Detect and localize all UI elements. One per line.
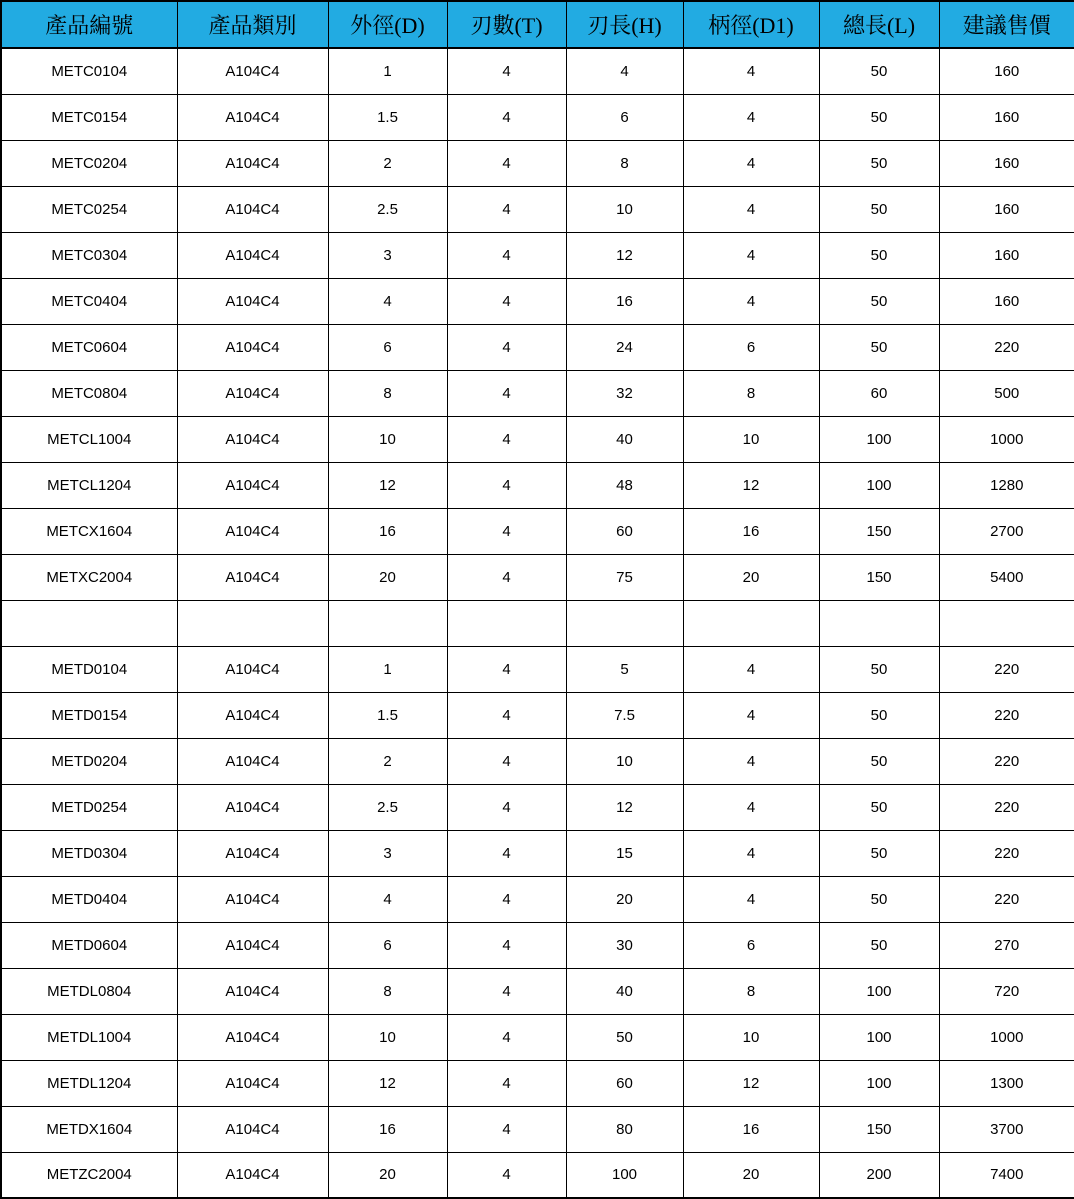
table-row-METDL0804 bbox=[1, 968, 1074, 1014]
table-cell: 4 bbox=[328, 278, 447, 324]
table-cell: METD0254 bbox=[1, 784, 177, 830]
table-cell: 4 bbox=[447, 1106, 566, 1152]
table-cell: 50 bbox=[819, 830, 939, 876]
table-row-METDL1004 bbox=[1, 1014, 1074, 1060]
table-cell: 50 bbox=[819, 232, 939, 278]
table-cell: 10 bbox=[566, 186, 683, 232]
table-cell: 50 bbox=[819, 324, 939, 370]
table-row-METXC2004 bbox=[1, 554, 1074, 600]
table-cell: 48 bbox=[566, 462, 683, 508]
table-cell: 10 bbox=[683, 1014, 819, 1060]
table-cell: A104C4 bbox=[177, 922, 328, 968]
table-cell: 10 bbox=[328, 1014, 447, 1060]
table-cell: 20 bbox=[683, 554, 819, 600]
table-cell: 50 bbox=[819, 48, 939, 94]
table-cell: 100 bbox=[566, 1152, 683, 1198]
table-cell: 4 bbox=[447, 140, 566, 186]
table-cell: METXC2004 bbox=[1, 554, 177, 600]
table-cell: 7400 bbox=[939, 1152, 1074, 1198]
table-row-METC0104 bbox=[1, 48, 1074, 94]
table-cell: 2 bbox=[328, 738, 447, 784]
table-cell: 3700 bbox=[939, 1106, 1074, 1152]
table-cell: A104C4 bbox=[177, 1014, 328, 1060]
table-cell: A104C4 bbox=[177, 968, 328, 1014]
table-cell: METD0404 bbox=[1, 876, 177, 922]
column-header-8: 建議售價 bbox=[939, 1, 1074, 48]
table-cell: METC0804 bbox=[1, 370, 177, 416]
table-cell: 220 bbox=[939, 876, 1074, 922]
table-cell: METD0104 bbox=[1, 646, 177, 692]
table-cell: 4 bbox=[683, 140, 819, 186]
table-cell: 50 bbox=[819, 140, 939, 186]
table-cell: 4 bbox=[683, 646, 819, 692]
table-cell: 160 bbox=[939, 48, 1074, 94]
table-cell: 4 bbox=[447, 1152, 566, 1198]
table-cell bbox=[683, 600, 819, 646]
table-cell: A104C4 bbox=[177, 370, 328, 416]
table-cell: 50 bbox=[819, 922, 939, 968]
table-cell: A104C4 bbox=[177, 1106, 328, 1152]
table-cell: 16 bbox=[683, 508, 819, 554]
table-cell bbox=[566, 600, 683, 646]
table-cell: 80 bbox=[566, 1106, 683, 1152]
table-cell: 4 bbox=[683, 830, 819, 876]
table-cell: 5 bbox=[566, 646, 683, 692]
table-cell: A104C4 bbox=[177, 876, 328, 922]
table-cell: 20 bbox=[566, 876, 683, 922]
table-cell: 4 bbox=[447, 324, 566, 370]
table-cell: METC0304 bbox=[1, 232, 177, 278]
table-cell: A104C4 bbox=[177, 692, 328, 738]
table-cell: 1 bbox=[328, 48, 447, 94]
table-cell: A104C4 bbox=[177, 646, 328, 692]
table-cell: 50 bbox=[819, 186, 939, 232]
table-cell: 100 bbox=[819, 416, 939, 462]
table-cell: 4 bbox=[447, 876, 566, 922]
table-cell: 4 bbox=[447, 278, 566, 324]
table-cell: 4 bbox=[447, 370, 566, 416]
table-cell: 12 bbox=[683, 462, 819, 508]
table-cell: 12 bbox=[328, 462, 447, 508]
table-cell: 15 bbox=[566, 830, 683, 876]
table-cell: 220 bbox=[939, 646, 1074, 692]
table-cell: 2.5 bbox=[328, 186, 447, 232]
table-cell: 100 bbox=[819, 968, 939, 1014]
table-cell: METD0204 bbox=[1, 738, 177, 784]
table-cell: 4 bbox=[447, 738, 566, 784]
table-row-METC0404 bbox=[1, 278, 1074, 324]
table-cell: 150 bbox=[819, 508, 939, 554]
table-cell: 4 bbox=[328, 876, 447, 922]
table-cell: 4 bbox=[683, 876, 819, 922]
table-cell: 50 bbox=[819, 784, 939, 830]
table-cell bbox=[939, 600, 1074, 646]
table-row-METDL1204 bbox=[1, 1060, 1074, 1106]
table-cell: 10 bbox=[566, 738, 683, 784]
column-header-6: 柄徑(D1) bbox=[683, 1, 819, 48]
table-cell: 160 bbox=[939, 140, 1074, 186]
table-cell: 2700 bbox=[939, 508, 1074, 554]
column-header-1: 產品編號 bbox=[1, 1, 177, 48]
table-cell: 6 bbox=[328, 324, 447, 370]
column-header-5: 刃長(H) bbox=[566, 1, 683, 48]
table-cell: 4 bbox=[447, 646, 566, 692]
table-cell: A104C4 bbox=[177, 1152, 328, 1198]
table-cell: 50 bbox=[819, 738, 939, 784]
table-cell: 60 bbox=[566, 1060, 683, 1106]
table-cell: METC0604 bbox=[1, 324, 177, 370]
table-row-METC0804 bbox=[1, 370, 1074, 416]
table-cell: 4 bbox=[566, 48, 683, 94]
table-cell: 40 bbox=[566, 968, 683, 1014]
table-cell: 1.5 bbox=[328, 692, 447, 738]
table-cell: A104C4 bbox=[177, 278, 328, 324]
table-cell: A104C4 bbox=[177, 48, 328, 94]
table-cell: 8 bbox=[683, 968, 819, 1014]
table-header bbox=[1, 1, 1074, 48]
table-cell: 220 bbox=[939, 784, 1074, 830]
table-row-METC0254 bbox=[1, 186, 1074, 232]
table-cell: A104C4 bbox=[177, 738, 328, 784]
table-row-METZC2004 bbox=[1, 1152, 1074, 1198]
table-cell: METCL1004 bbox=[1, 416, 177, 462]
header-row bbox=[1, 1, 1074, 48]
table-row-METD0304 bbox=[1, 830, 1074, 876]
table-cell: 160 bbox=[939, 278, 1074, 324]
table-cell: A104C4 bbox=[177, 140, 328, 186]
table-cell: 500 bbox=[939, 370, 1074, 416]
table-cell: 160 bbox=[939, 186, 1074, 232]
table-cell: 720 bbox=[939, 968, 1074, 1014]
table-cell: METD0154 bbox=[1, 692, 177, 738]
table-row-METD0604 bbox=[1, 922, 1074, 968]
column-header-4: 刃數(T) bbox=[447, 1, 566, 48]
table-cell: A104C4 bbox=[177, 232, 328, 278]
table-row-METD0404 bbox=[1, 876, 1074, 922]
table-cell: A104C4 bbox=[177, 462, 328, 508]
table-cell: 4 bbox=[683, 278, 819, 324]
table-cell: 20 bbox=[683, 1152, 819, 1198]
table-cell: 4 bbox=[447, 968, 566, 1014]
table-cell: 2 bbox=[328, 140, 447, 186]
table-cell: 20 bbox=[328, 554, 447, 600]
table-cell: 4 bbox=[447, 48, 566, 94]
column-header-3: 外徑(D) bbox=[328, 1, 447, 48]
table-cell: 20 bbox=[328, 1152, 447, 1198]
table-cell: 75 bbox=[566, 554, 683, 600]
table-cell: 4 bbox=[683, 48, 819, 94]
table-cell: 8 bbox=[328, 370, 447, 416]
table-cell bbox=[177, 600, 328, 646]
table-cell: 4 bbox=[447, 232, 566, 278]
table-cell: 220 bbox=[939, 324, 1074, 370]
table-cell: 4 bbox=[447, 784, 566, 830]
table-cell bbox=[819, 600, 939, 646]
table-row-METCL1204 bbox=[1, 462, 1074, 508]
table-cell: METC0254 bbox=[1, 186, 177, 232]
table-cell: 6 bbox=[566, 94, 683, 140]
table-cell: 4 bbox=[447, 922, 566, 968]
column-header-2: 產品類別 bbox=[177, 1, 328, 48]
table-cell: METDL0804 bbox=[1, 968, 177, 1014]
table-cell: 16 bbox=[683, 1106, 819, 1152]
table-cell: A104C4 bbox=[177, 1060, 328, 1106]
table-cell: 24 bbox=[566, 324, 683, 370]
table-cell: 4 bbox=[447, 830, 566, 876]
table-cell: 1000 bbox=[939, 1014, 1074, 1060]
table-cell: METZC2004 bbox=[1, 1152, 177, 1198]
table-row-METCL1004 bbox=[1, 416, 1074, 462]
table-row-METC0204 bbox=[1, 140, 1074, 186]
table-cell: 10 bbox=[683, 416, 819, 462]
table-cell: 4 bbox=[683, 784, 819, 830]
table-cell: 4 bbox=[683, 738, 819, 784]
table-cell: 6 bbox=[683, 324, 819, 370]
table-cell: A104C4 bbox=[177, 830, 328, 876]
table-cell: 3 bbox=[328, 830, 447, 876]
table-cell: 12 bbox=[328, 1060, 447, 1106]
table-cell: 100 bbox=[819, 1060, 939, 1106]
table-cell: 1 bbox=[328, 646, 447, 692]
table-cell: A104C4 bbox=[177, 94, 328, 140]
table-cell: A104C4 bbox=[177, 784, 328, 830]
table-row-empty bbox=[1, 600, 1074, 646]
table-cell: 4 bbox=[447, 94, 566, 140]
table-cell: 6 bbox=[683, 922, 819, 968]
table-cell: 50 bbox=[819, 646, 939, 692]
table-cell: 150 bbox=[819, 554, 939, 600]
table-row-METD0254 bbox=[1, 784, 1074, 830]
table-cell: 4 bbox=[447, 1060, 566, 1106]
table-row-METD0154 bbox=[1, 692, 1074, 738]
table-cell: 50 bbox=[819, 876, 939, 922]
table-cell: 7.5 bbox=[566, 692, 683, 738]
table-cell: 4 bbox=[683, 232, 819, 278]
table-cell: 4 bbox=[447, 508, 566, 554]
table-cell: 4 bbox=[447, 462, 566, 508]
table-cell: METC0404 bbox=[1, 278, 177, 324]
table-cell bbox=[1, 600, 177, 646]
table-row-METCX1604 bbox=[1, 508, 1074, 554]
table-cell bbox=[447, 600, 566, 646]
table-cell: METDL1004 bbox=[1, 1014, 177, 1060]
table-cell: A104C4 bbox=[177, 186, 328, 232]
table-cell: A104C4 bbox=[177, 324, 328, 370]
table-cell: METCL1204 bbox=[1, 462, 177, 508]
table-cell: 60 bbox=[819, 370, 939, 416]
table-row-METC0304 bbox=[1, 232, 1074, 278]
table-cell: 160 bbox=[939, 232, 1074, 278]
table-row-METD0204 bbox=[1, 738, 1074, 784]
table-cell: METC0104 bbox=[1, 48, 177, 94]
table-cell: 60 bbox=[566, 508, 683, 554]
table-cell: 3 bbox=[328, 232, 447, 278]
table-cell: 10 bbox=[328, 416, 447, 462]
table-row-METD0104 bbox=[1, 646, 1074, 692]
table-cell: 4 bbox=[447, 1014, 566, 1060]
table-cell: 1300 bbox=[939, 1060, 1074, 1106]
table-cell: 150 bbox=[819, 1106, 939, 1152]
table-cell: 4 bbox=[447, 416, 566, 462]
table-cell: 12 bbox=[683, 1060, 819, 1106]
table-cell: 40 bbox=[566, 416, 683, 462]
table-cell: METC0154 bbox=[1, 94, 177, 140]
table-cell: 1.5 bbox=[328, 94, 447, 140]
table-cell: 200 bbox=[819, 1152, 939, 1198]
table-cell: 1000 bbox=[939, 416, 1074, 462]
table-cell: METD0604 bbox=[1, 922, 177, 968]
table-cell: 50 bbox=[819, 278, 939, 324]
table-cell: 8 bbox=[683, 370, 819, 416]
table-cell: 4 bbox=[447, 186, 566, 232]
table-cell: A104C4 bbox=[177, 554, 328, 600]
table-cell: 5400 bbox=[939, 554, 1074, 600]
table-cell: 8 bbox=[566, 140, 683, 186]
table-cell: A104C4 bbox=[177, 416, 328, 462]
table-row-METDX1604 bbox=[1, 1106, 1074, 1152]
table-cell: 30 bbox=[566, 922, 683, 968]
table-cell: 4 bbox=[447, 692, 566, 738]
table-cell: 6 bbox=[328, 922, 447, 968]
table-cell: 160 bbox=[939, 94, 1074, 140]
table-cell bbox=[328, 600, 447, 646]
table-cell: 32 bbox=[566, 370, 683, 416]
table-cell: METD0304 bbox=[1, 830, 177, 876]
table-cell: METCX1604 bbox=[1, 508, 177, 554]
table-cell: 8 bbox=[328, 968, 447, 1014]
table-cell: 16 bbox=[566, 278, 683, 324]
table-cell: 220 bbox=[939, 738, 1074, 784]
column-header-7: 總長(L) bbox=[819, 1, 939, 48]
table-cell: 50 bbox=[819, 94, 939, 140]
table-cell: 12 bbox=[566, 784, 683, 830]
table-cell: 4 bbox=[683, 94, 819, 140]
table-cell: 4 bbox=[683, 692, 819, 738]
table-cell: METDL1204 bbox=[1, 1060, 177, 1106]
table-cell: 220 bbox=[939, 692, 1074, 738]
table-cell: 50 bbox=[819, 692, 939, 738]
table-cell: 16 bbox=[328, 508, 447, 554]
table-cell: METC0204 bbox=[1, 140, 177, 186]
table-cell: 4 bbox=[447, 554, 566, 600]
table-cell: 12 bbox=[566, 232, 683, 278]
table-cell: 220 bbox=[939, 830, 1074, 876]
table-cell: 100 bbox=[819, 1014, 939, 1060]
table-cell: 2.5 bbox=[328, 784, 447, 830]
table-row-METC0154 bbox=[1, 94, 1074, 140]
table-cell: 4 bbox=[683, 186, 819, 232]
table-cell: METDX1604 bbox=[1, 1106, 177, 1152]
table-cell: 16 bbox=[328, 1106, 447, 1152]
table-cell: A104C4 bbox=[177, 508, 328, 554]
table-cell: 50 bbox=[566, 1014, 683, 1060]
table-cell: 1280 bbox=[939, 462, 1074, 508]
table-row-METC0604 bbox=[1, 324, 1074, 370]
table-body bbox=[1, 48, 1074, 1198]
table-cell: 270 bbox=[939, 922, 1074, 968]
table-cell: 100 bbox=[819, 462, 939, 508]
